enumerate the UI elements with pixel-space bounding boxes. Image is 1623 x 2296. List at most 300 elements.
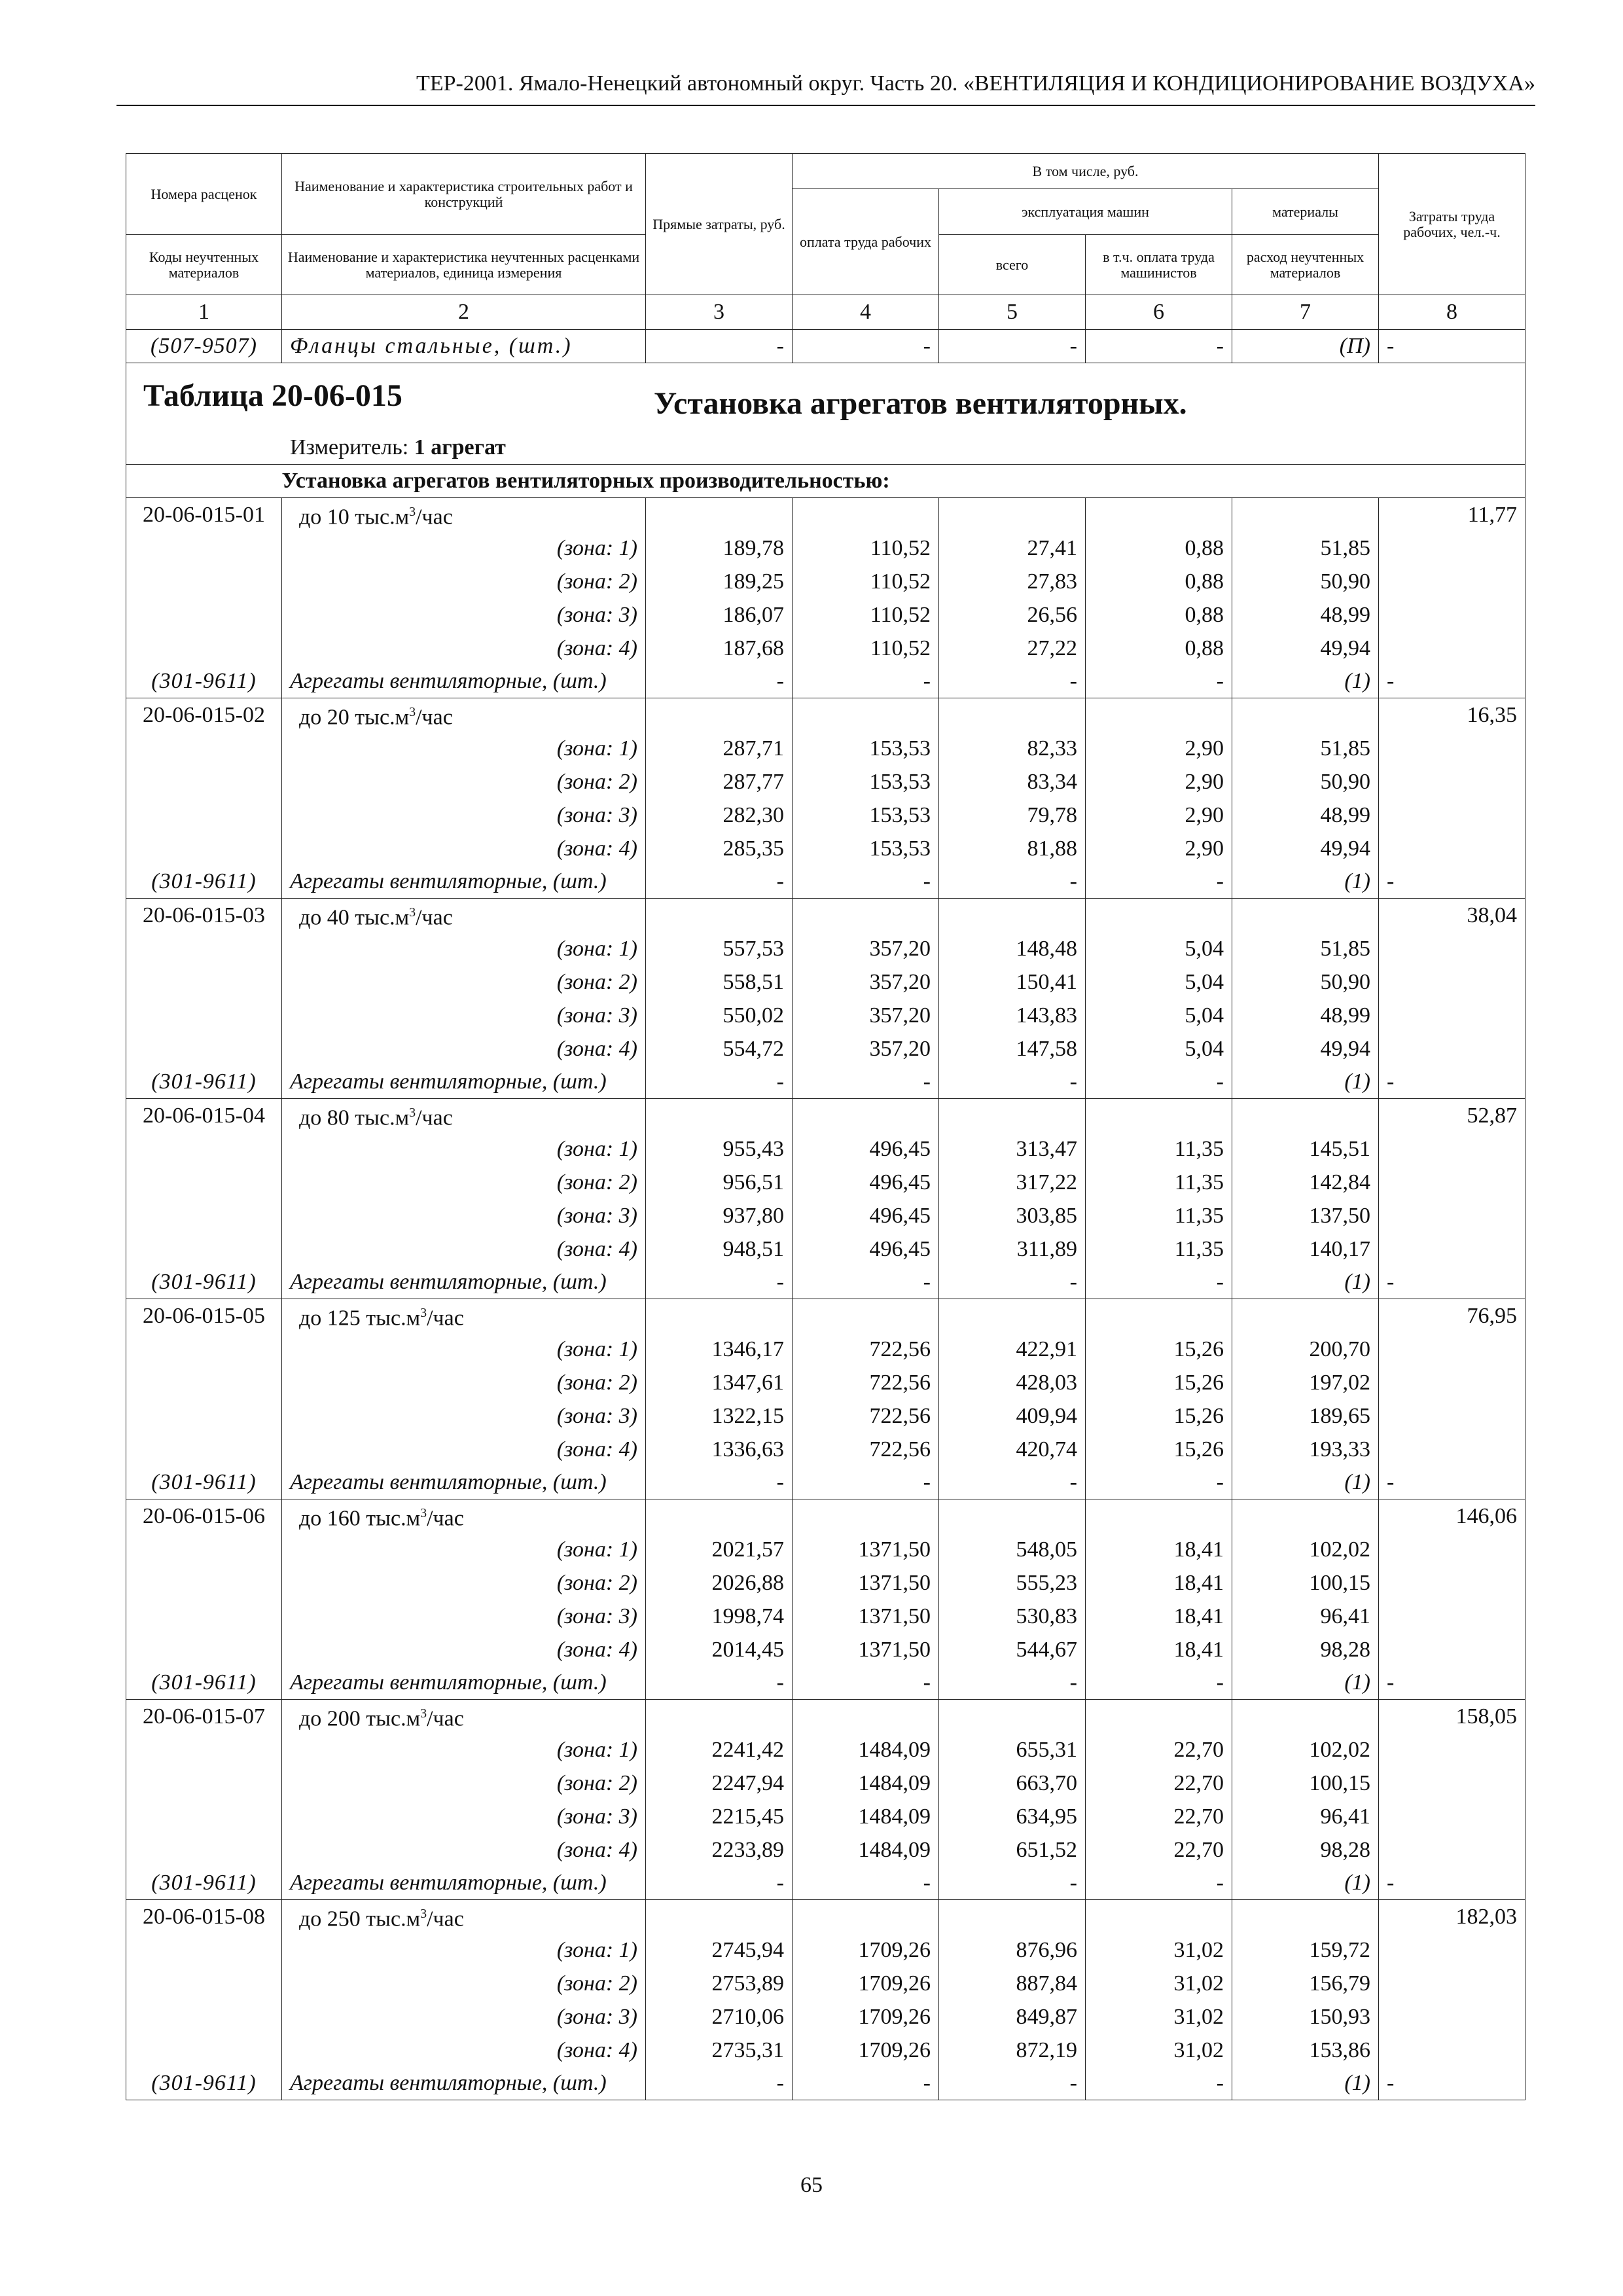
zone-value: 1371,50: [793, 1633, 939, 1666]
zone-value: 663,70: [939, 1767, 1086, 1800]
zone-value: 1371,50: [793, 1600, 939, 1633]
zone-value: 285,35: [646, 832, 793, 865]
zone-label: (зона: 4): [282, 1032, 646, 1066]
zone-value: 153,53: [793, 765, 939, 798]
rate-name: [282, 899, 646, 933]
zone-value: 26,56: [939, 598, 1086, 632]
zone-value: 872,19: [939, 2034, 1086, 2067]
rate-name-text: до 80 тыс.м: [299, 1105, 410, 1130]
zone-value: 1709,26: [793, 2034, 939, 2067]
rate-row: [126, 698, 1525, 732]
zone-label: (зона: 2): [282, 1767, 646, 1800]
header-material-names: Наименование и характеристика неучтенных расценками материалов, единица измерения: [282, 235, 646, 295]
zone-row: [126, 1600, 1525, 1633]
group-title: Установка агрегатов вентиляторных производительностью:: [282, 465, 1525, 498]
zone-value: 22,70: [1086, 1833, 1232, 1867]
zone-value: 83,34: [939, 765, 1086, 798]
zone-row: [126, 1800, 1525, 1833]
header-direct-costs: Прямые затраты, руб.: [646, 154, 793, 295]
rate-name-sup: 3: [420, 1506, 427, 1521]
zone-value: 558,51: [646, 965, 793, 999]
material-code: (301-9611): [126, 2067, 282, 2100]
labor-cost: 76,95: [1379, 1299, 1525, 1333]
zone-value: 159,72: [1232, 1933, 1379, 1967]
dash: -: [1379, 330, 1525, 363]
material-name: Агрегаты вентиляторные, (шт.): [282, 2067, 646, 2100]
rate-name-unit: /час: [416, 705, 453, 730]
labor-cost: 38,04: [1379, 899, 1525, 933]
zone-value: 1484,09: [793, 1733, 939, 1767]
zone-value: 150,41: [939, 965, 1086, 999]
zone-value: 1322,15: [646, 1399, 793, 1433]
col-num: 1: [126, 295, 282, 330]
dash: -: [939, 1466, 1086, 1499]
header-rule: [116, 105, 1535, 106]
material-row: [126, 665, 1525, 698]
zone-value: 100,15: [1232, 1566, 1379, 1600]
header-worker-pay: оплата труда рабочих: [793, 189, 939, 295]
zone-value: 110,52: [793, 565, 939, 598]
rate-name-text: до 40 тыс.м: [299, 905, 410, 930]
rate-name-unit: /час: [427, 1907, 464, 1931]
dash: -: [1086, 665, 1232, 698]
zone-value: 655,31: [939, 1733, 1086, 1767]
header-rate-numbers: Номера расценок: [126, 154, 282, 235]
zone-value: 317,22: [939, 1166, 1086, 1199]
zone-value: 0,88: [1086, 632, 1232, 665]
rate-name-unit: /час: [427, 1706, 464, 1731]
zone-value: 186,07: [646, 598, 793, 632]
dash: -: [939, 1266, 1086, 1299]
zone-label: (зона: 2): [282, 1166, 646, 1199]
zone-value: 2710,06: [646, 2000, 793, 2034]
zone-label: (зона: 1): [282, 1333, 646, 1366]
zone-value: 2,90: [1086, 732, 1232, 765]
zone-value: 1484,09: [793, 1800, 939, 1833]
dash: -: [793, 865, 939, 899]
zone-label: (зона: 1): [282, 732, 646, 765]
table-title: Таблица 20-06-015: [143, 378, 402, 413]
zone-value: 22,70: [1086, 1767, 1232, 1800]
rate-name-sup: 3: [420, 1706, 427, 1721]
material-row: [126, 2067, 1525, 2100]
material-code: (301-9611): [126, 1666, 282, 1700]
dash: -: [1379, 1867, 1525, 1900]
zone-value: 409,94: [939, 1399, 1086, 1433]
zone-label: (зона: 4): [282, 2034, 646, 2067]
zone-value: 876,96: [939, 1933, 1086, 1967]
material-code: (301-9611): [126, 865, 282, 899]
dash: -: [939, 330, 1086, 363]
zone-value: 96,41: [1232, 1800, 1379, 1833]
material-name: Агрегаты вентиляторные, (шт.): [282, 1466, 646, 1499]
zone-value: 102,02: [1232, 1533, 1379, 1566]
header-work-name: Наименование и характеристика строительных работ и конструкций: [282, 154, 646, 235]
zone-value: 49,94: [1232, 832, 1379, 865]
dash: -: [1086, 1266, 1232, 1299]
zone-value: 722,56: [793, 1333, 939, 1366]
zone-value: 153,53: [793, 832, 939, 865]
material-row: [126, 330, 1525, 363]
zone-value: 27,41: [939, 531, 1086, 565]
material-code: (301-9611): [126, 1066, 282, 1099]
zone-value: 0,88: [1086, 598, 1232, 632]
zone-value: 651,52: [939, 1833, 1086, 1867]
rate-code: 20-06-015-02: [126, 698, 282, 732]
dash: -: [939, 665, 1086, 698]
zone-value: 102,02: [1232, 1733, 1379, 1767]
zone-row: [126, 531, 1525, 565]
zone-value: 955,43: [646, 1132, 793, 1166]
header-machines-total: всего: [939, 235, 1086, 295]
material-code: (301-9611): [126, 1867, 282, 1900]
zone-value: 948,51: [646, 1232, 793, 1266]
zone-value: 496,45: [793, 1232, 939, 1266]
zone-value: 51,85: [1232, 531, 1379, 565]
zone-value: 82,33: [939, 732, 1086, 765]
zone-label: (зона: 4): [282, 1232, 646, 1266]
material-row: [126, 1466, 1525, 1499]
labor-cost: 158,05: [1379, 1700, 1525, 1734]
labor-cost: 52,87: [1379, 1099, 1525, 1133]
dash: -: [939, 2067, 1086, 2100]
zone-row: [126, 1733, 1525, 1767]
dash: -: [1379, 2067, 1525, 2100]
zone-value: 187,68: [646, 632, 793, 665]
material-mark: (1): [1232, 1066, 1379, 1099]
material-code: (301-9611): [126, 1266, 282, 1299]
zone-label: (зона: 1): [282, 932, 646, 965]
rate-code: 20-06-015-06: [126, 1499, 282, 1534]
zone-value: 422,91: [939, 1333, 1086, 1366]
zone-value: 550,02: [646, 999, 793, 1032]
zone-value: 357,20: [793, 965, 939, 999]
rate-code: 20-06-015-01: [126, 498, 282, 532]
zone-label: (зона: 4): [282, 1633, 646, 1666]
dash: -: [646, 1666, 793, 1700]
dash: -: [939, 1666, 1086, 1700]
zone-value: 357,20: [793, 999, 939, 1032]
zone-value: 1998,74: [646, 1600, 793, 1633]
meter-label: Измеритель:: [290, 435, 414, 459]
zone-row: [126, 1967, 1525, 2000]
zone-value: 189,65: [1232, 1399, 1379, 1433]
zone-value: 357,20: [793, 1032, 939, 1066]
zone-value: 18,41: [1086, 1600, 1232, 1633]
rate-name-sup: 3: [409, 705, 416, 720]
zone-value: 0,88: [1086, 531, 1232, 565]
rate-name: [282, 1499, 646, 1534]
meter-row: [126, 431, 1525, 465]
rate-row: [126, 1700, 1525, 1734]
zone-value: 189,25: [646, 565, 793, 598]
dash: -: [646, 665, 793, 698]
zone-value: 140,17: [1232, 1232, 1379, 1266]
material-row: [126, 1666, 1525, 1700]
zone-value: 189,78: [646, 531, 793, 565]
col-num: 4: [793, 295, 939, 330]
zone-value: 153,86: [1232, 2034, 1379, 2067]
dash: -: [1086, 1466, 1232, 1499]
col-num: 2: [282, 295, 646, 330]
zone-value: 50,90: [1232, 765, 1379, 798]
zone-label: (зона: 4): [282, 1833, 646, 1867]
col-num: 8: [1379, 295, 1525, 330]
zone-value: 530,83: [939, 1600, 1086, 1633]
zone-row: [126, 1232, 1525, 1266]
rate-row: [126, 1499, 1525, 1534]
zone-value: 110,52: [793, 598, 939, 632]
zone-value: 18,41: [1086, 1566, 1232, 1600]
rate-name-unit: /час: [416, 905, 453, 930]
zone-value: 145,51: [1232, 1132, 1379, 1166]
zone-value: 200,70: [1232, 1333, 1379, 1366]
zone-value: 849,87: [939, 2000, 1086, 2034]
rate-row: [126, 498, 1525, 532]
dash: -: [1086, 2067, 1232, 2100]
rate-name-unit: /час: [427, 1306, 464, 1331]
dash: -: [793, 1466, 939, 1499]
zone-label: (зона: 3): [282, 798, 646, 832]
zone-value: 193,33: [1232, 1433, 1379, 1466]
zone-value: 148,48: [939, 932, 1086, 965]
zone-value: 142,84: [1232, 1166, 1379, 1199]
zone-value: 22,70: [1086, 1733, 1232, 1767]
zone-value: 18,41: [1086, 1633, 1232, 1666]
zone-value: 303,85: [939, 1199, 1086, 1232]
material-name: Агрегаты вентиляторные, (шт.): [282, 1666, 646, 1700]
zone-value: 5,04: [1086, 999, 1232, 1032]
rate-name: [282, 1099, 646, 1133]
dash: -: [1379, 1066, 1525, 1099]
material-mark: (1): [1232, 1466, 1379, 1499]
group-title-row: [126, 465, 1525, 498]
zone-value: 887,84: [939, 1967, 1086, 2000]
zone-value: 81,88: [939, 832, 1086, 865]
meter-value: 1 агрегат: [414, 435, 506, 459]
material-mark: (П): [1232, 330, 1379, 363]
material-code: (301-9611): [126, 665, 282, 698]
zone-row: [126, 1399, 1525, 1433]
rate-code: 20-06-015-04: [126, 1099, 282, 1133]
zone-value: 5,04: [1086, 932, 1232, 965]
dash: -: [793, 1867, 939, 1900]
zone-label: (зона: 2): [282, 1967, 646, 2000]
dash: -: [793, 665, 939, 698]
zone-value: 31,02: [1086, 1933, 1232, 1967]
zone-value: 0,88: [1086, 565, 1232, 598]
zone-row: [126, 1366, 1525, 1399]
labor-cost: 182,03: [1379, 1900, 1525, 1934]
rate-name-unit: /час: [427, 1506, 464, 1531]
zone-value: 15,26: [1086, 1366, 1232, 1399]
zone-value: 31,02: [1086, 2034, 1232, 2067]
zone-value: 420,74: [939, 1433, 1086, 1466]
zone-label: (зона: 2): [282, 765, 646, 798]
rate-name: [282, 1900, 646, 1934]
zone-row: [126, 1433, 1525, 1466]
zone-value: 2021,57: [646, 1533, 793, 1566]
zone-value: 722,56: [793, 1366, 939, 1399]
zone-row: [126, 765, 1525, 798]
zone-label: (зона: 2): [282, 1366, 646, 1399]
zone-value: 5,04: [1086, 1032, 1232, 1066]
zone-row: [126, 1166, 1525, 1199]
dash: -: [646, 1266, 793, 1299]
zone-value: 31,02: [1086, 2000, 1232, 2034]
zone-value: 722,56: [793, 1399, 939, 1433]
labor-cost: 16,35: [1379, 698, 1525, 732]
material-name: Фланцы стальные, (шт.): [282, 330, 646, 363]
zone-row: [126, 1767, 1525, 1800]
dash: -: [1379, 1666, 1525, 1700]
zone-value: 937,80: [646, 1199, 793, 1232]
zone-value: 79,78: [939, 798, 1086, 832]
rate-row: [126, 899, 1525, 933]
zone-value: 1347,61: [646, 1366, 793, 1399]
zone-value: 98,28: [1232, 1633, 1379, 1666]
zone-row: [126, 1132, 1525, 1166]
page-header: ТЕР-2001. Ямало-Ненецкий автономный округ. Часть 20. «ВЕНТИЛЯЦИЯ И КОНДИЦИОНИРОВАНИЕ ВОЗДУХА»: [416, 71, 1535, 96]
zone-value: 110,52: [793, 531, 939, 565]
header-labor-costs: Затраты труда рабочих, чел.-ч.: [1379, 154, 1525, 295]
zone-value: 722,56: [793, 1433, 939, 1466]
zone-row: [126, 732, 1525, 765]
zone-value: 2014,45: [646, 1633, 793, 1666]
zone-value: 287,71: [646, 732, 793, 765]
header-material-codes: Коды неучтенных материалов: [126, 235, 282, 295]
zone-value: 150,93: [1232, 2000, 1379, 2034]
zone-value: 48,99: [1232, 598, 1379, 632]
rate-name-sup: 3: [409, 905, 416, 920]
zone-value: 96,41: [1232, 1600, 1379, 1633]
zone-value: 1371,50: [793, 1533, 939, 1566]
zone-row: [126, 632, 1525, 665]
zone-value: 11,35: [1086, 1199, 1232, 1232]
dash: -: [1086, 865, 1232, 899]
rate-name-unit: /час: [416, 505, 453, 529]
zone-value: 31,02: [1086, 1967, 1232, 2000]
zone-value: 48,99: [1232, 999, 1379, 1032]
rate-name: [282, 698, 646, 732]
rate-name-unit: /час: [416, 1105, 453, 1130]
zone-label: (зона: 1): [282, 1933, 646, 1967]
zone-row: [126, 1933, 1525, 1967]
zone-value: 2,90: [1086, 765, 1232, 798]
zone-value: 282,30: [646, 798, 793, 832]
zone-value: 98,28: [1232, 1833, 1379, 1867]
header-including: В том числе, руб.: [793, 154, 1379, 189]
zone-value: 1336,63: [646, 1433, 793, 1466]
dash: -: [939, 1867, 1086, 1900]
zone-value: 311,89: [939, 1232, 1086, 1266]
dash: -: [1086, 330, 1232, 363]
material-row: [126, 1066, 1525, 1099]
zone-value: 2241,42: [646, 1733, 793, 1767]
material-mark: (1): [1232, 865, 1379, 899]
zone-value: 15,26: [1086, 1433, 1232, 1466]
rate-code: 20-06-015-08: [126, 1900, 282, 1934]
zone-value: 147,58: [939, 1032, 1086, 1066]
rate-row: [126, 1299, 1525, 1333]
material-code: (301-9611): [126, 1466, 282, 1499]
zone-value: 197,02: [1232, 1366, 1379, 1399]
col-num: 3: [646, 295, 793, 330]
zone-row: [126, 932, 1525, 965]
material-name: Агрегаты вентиляторные, (шт.): [282, 1867, 646, 1900]
dash: -: [1086, 1867, 1232, 1900]
zone-value: 5,04: [1086, 965, 1232, 999]
zone-value: 1346,17: [646, 1333, 793, 1366]
zone-row: [126, 598, 1525, 632]
zone-value: 11,35: [1086, 1166, 1232, 1199]
zone-value: 2,90: [1086, 832, 1232, 865]
zone-value: 634,95: [939, 1800, 1086, 1833]
zone-value: 100,15: [1232, 1767, 1379, 1800]
zone-value: 496,45: [793, 1199, 939, 1232]
rate-name: [282, 1299, 646, 1333]
col-num: 6: [1086, 295, 1232, 330]
material-name: Агрегаты вентиляторные, (шт.): [282, 1266, 646, 1299]
zone-value: 51,85: [1232, 932, 1379, 965]
zone-value: 49,94: [1232, 1032, 1379, 1066]
labor-cost: 11,77: [1379, 498, 1525, 532]
dash: -: [939, 865, 1086, 899]
rates-table: [126, 153, 1525, 2100]
zone-value: 2,90: [1086, 798, 1232, 832]
dash: -: [793, 330, 939, 363]
zone-value: 1709,26: [793, 2000, 939, 2034]
zone-label: (зона: 2): [282, 1566, 646, 1600]
rate-code: 20-06-015-07: [126, 1700, 282, 1734]
dash: -: [793, 1066, 939, 1099]
zone-value: 1484,09: [793, 1767, 939, 1800]
zone-label: (зона: 2): [282, 965, 646, 999]
rate-name-text: до 250 тыс.м: [299, 1907, 421, 1931]
zone-value: 11,35: [1086, 1232, 1232, 1266]
header-materials: материалы: [1232, 189, 1379, 235]
zone-row: [126, 2034, 1525, 2067]
zone-label: (зона: 3): [282, 1600, 646, 1633]
zone-row: [126, 832, 1525, 865]
zone-value: 11,35: [1086, 1132, 1232, 1166]
zone-label: (зона: 1): [282, 1733, 646, 1767]
material-row: [126, 1867, 1525, 1900]
material-name: Агрегаты вентиляторные, (шт.): [282, 665, 646, 698]
rate-row: [126, 1900, 1525, 1934]
material-mark: (1): [1232, 1666, 1379, 1700]
rate-code: 20-06-015-05: [126, 1299, 282, 1333]
dash: -: [1379, 865, 1525, 899]
rate-name-text: до 200 тыс.м: [299, 1706, 421, 1731]
zone-label: (зона: 4): [282, 1433, 646, 1466]
header-machinist-pay: в т.ч. оплата труда машинистов: [1086, 235, 1232, 295]
zone-value: 2745,94: [646, 1933, 793, 1967]
zone-value: 2233,89: [646, 1833, 793, 1867]
material-mark: (1): [1232, 665, 1379, 698]
rate-name-sup: 3: [420, 1306, 427, 1321]
zone-value: 2753,89: [646, 1967, 793, 2000]
dash: -: [646, 1466, 793, 1499]
zone-value: 557,53: [646, 932, 793, 965]
zone-row: [126, 1833, 1525, 1867]
zone-value: 287,77: [646, 765, 793, 798]
rate-code: 20-06-015-03: [126, 899, 282, 933]
zone-label: (зона: 4): [282, 632, 646, 665]
zone-value: 1484,09: [793, 1833, 939, 1867]
dash: -: [646, 330, 793, 363]
zone-row: [126, 565, 1525, 598]
